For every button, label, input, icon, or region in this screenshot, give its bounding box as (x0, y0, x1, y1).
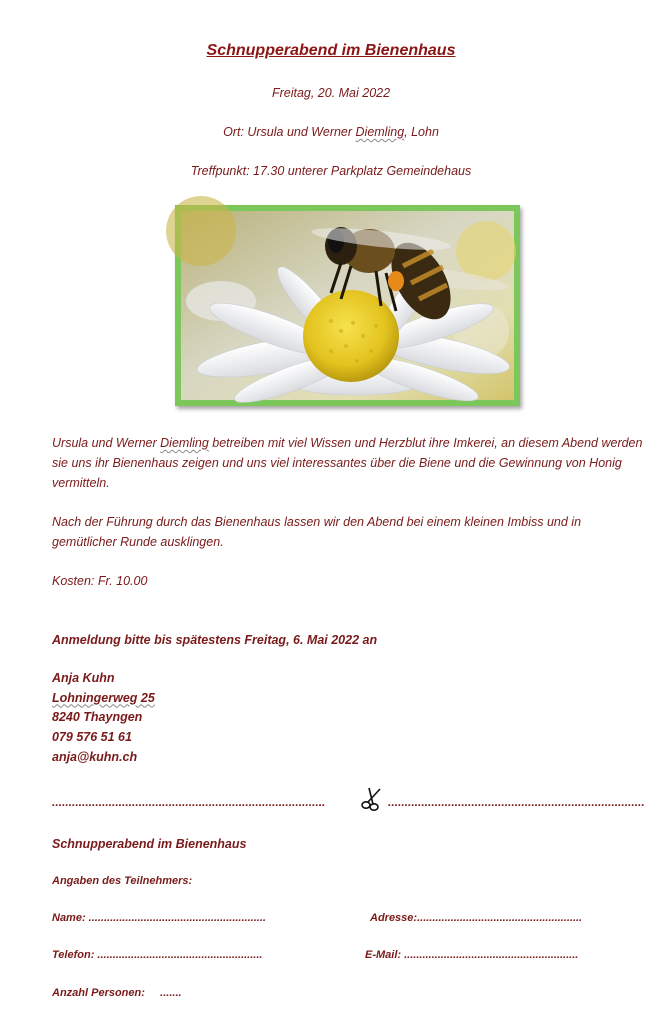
scissors-icon (358, 786, 386, 812)
phone-field[interactable]: Telefon: ...................................................... (52, 949, 263, 961)
location-prefix: Ort: Ursula und Werner (223, 125, 356, 139)
cut-line-right: ............................................................................. (388, 795, 645, 809)
evening-paragraph: Nach der Führung durch das Bienenhaus lassen wir den Abend bei einem kleinen Imbiss und in gemütlicher Runde ausklingen. (52, 515, 582, 549)
intro-paragraph (52, 433, 644, 493)
contact-block (52, 669, 155, 768)
location-name: Diemling (355, 125, 405, 139)
cut-line-left: .................................................................................. (52, 795, 326, 809)
contact-phone: 079 576 51 61 (52, 730, 132, 745)
registration-deadline: Anmeldung bitte bis spätestens Freitag, 6. Mai 2022 an (52, 633, 378, 647)
email-field[interactable]: E-Mail: ......................................................... (365, 949, 579, 961)
event-location (0, 125, 662, 139)
meeting-point: Treffpunkt: 17.30 unterer Parkplatz Gemeindehaus (190, 164, 472, 178)
address-field[interactable]: Adresse:...................................................... (370, 912, 583, 924)
persons-field[interactable]: Anzahl Personen: ....... (52, 987, 182, 999)
contact-city: 8240 Thayngen (52, 710, 143, 725)
name-field[interactable]: Name: .......................................................... (52, 912, 266, 924)
form-subtitle: Angaben des Teilnehmers: (52, 875, 193, 887)
intro-prefix: Ursula und Werner (52, 436, 161, 450)
event-date: Freitag, 20. Mai 2022 (271, 86, 391, 100)
page-title: Schnupperabend im Bienenhaus (206, 42, 456, 59)
form-title: Schnupperabend im Bienenhaus (52, 837, 247, 851)
bee-photo (175, 205, 520, 406)
contact-email: anja@kuhn.ch (52, 749, 138, 764)
bee-on-chamomile-photo (181, 211, 514, 400)
cost-text: Kosten: Fr. 10.00 (52, 574, 148, 588)
contact-name: Anja Kuhn (52, 671, 115, 685)
location-suffix: , Lohn (404, 125, 439, 139)
intro-host-name: Diemling (160, 436, 209, 450)
intro-rest: betreiben mit viel Wissen und Herzblut ihre Imkerei, an diesem Abend werden sie uns ihr Bienenhaus zeigen und uns viel interessantes über die Biene und die Gewinnung von Honig vermitteln. (52, 436, 643, 490)
contact-street: Lohningerweg 25 (52, 690, 155, 705)
